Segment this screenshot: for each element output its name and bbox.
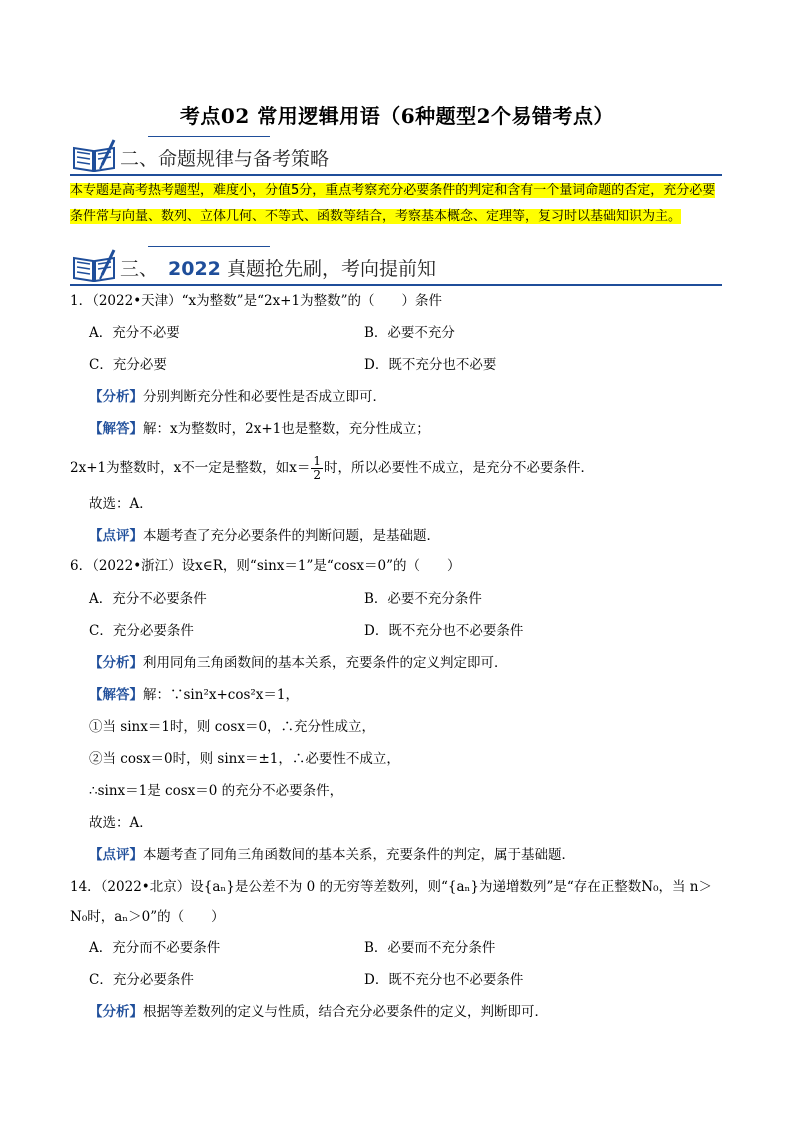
q1-analysis: 【分析】分别判断充分性和必要性是否成立即可． <box>89 389 386 405</box>
q1-option-d: D．既不充分也不必要 <box>364 357 497 373</box>
strategy-paragraph: 本专题是高考热考题型，难度小，分值5分，重点考察充分必要条件的判定和含有一个量词命题的否定，充分必要条件常与向量、数列、立体几何、不等式、函数等结合，考察基本概念、定理等，复习时以基础知识为主。 <box>70 183 716 224</box>
q6-comment: 【点评】本题考查了同角三角函数间的基本关系，充要条件的判定，属于基础题． <box>89 847 575 863</box>
q1-comment: 【点评】本题考查了充分必要条件的判断问题，是基础题． <box>89 528 440 544</box>
q6-option-a: A．充分不必要条件 <box>89 591 207 607</box>
q14-option-c: C．充分必要条件 <box>89 972 194 988</box>
q14-option-a: A．充分而不必要条件 <box>89 940 221 956</box>
question-14-stem-line-2: N₀时，aₙ＞0”的（ ） <box>70 909 225 925</box>
question-1-stem: 1．（2022•天津）“x为整数”是“2x+1为整数”的（ ）条件 <box>70 293 442 309</box>
q1-answer-line-1: 【解答】解：x为整数时，2x+1也是整数，充分性成立； <box>89 421 430 437</box>
section-heading: 三、 2022 真题抢先刷，考向提前知 <box>120 258 436 280</box>
open-book-icon <box>72 138 116 172</box>
section-3-header <box>70 246 722 286</box>
fraction-one-half: $\frac{1}{2}$ <box>313 454 321 482</box>
q6-answer-line-3: ②当 cosx＝0时，则 sinx＝±1，∴必要性不成立， <box>89 751 400 767</box>
q1-option-c: C．充分必要 <box>89 357 167 373</box>
q6-answer-line-1: 【解答】解：∵sin²x+cos²x＝1， <box>89 687 300 703</box>
question-6-stem: 6．（2022•浙江）设x∈R，则“sinx＝1”是“cosx＝0”的（ ） <box>70 558 461 574</box>
page-title: 考点02 常用逻辑用语（6种题型2个易错考点） <box>179 104 615 128</box>
q6-option-d: D．既不充分也不必要条件 <box>364 623 524 639</box>
q6-choice: 故选：A． <box>89 815 153 831</box>
q1-answer-line-2: 2x+1为整数时，x不一定是整数，如x＝ $\frac{1}{2}$ 时，所以必要性不成立，是充分不必要条件． <box>70 454 594 482</box>
section-top-rule <box>148 246 270 247</box>
q14-option-b: B．必要而不充分条件 <box>364 940 496 956</box>
q6-option-b: B．必要不充分条件 <box>364 591 482 607</box>
q6-option-c: C．充分必要条件 <box>89 623 194 639</box>
question-14-stem-line-1: 14．（2022•北京）设{aₙ}是公差不为 0 的无穷等差数列，则“{aₙ}为递增数列”是“存在正整数N₀，当 n＞ <box>70 879 712 895</box>
q6-analysis: 【分析】利用同角三角函数间的基本关系，充要条件的定义判定即可． <box>89 655 508 671</box>
section-bottom-rule <box>70 174 722 176</box>
section-heading: 二、命题规律与备考策略 <box>120 148 330 170</box>
section-2-header <box>70 136 722 176</box>
q1-choice: 故选：A． <box>89 496 153 512</box>
q14-option-d: D．既不充分也不必要条件 <box>364 972 524 988</box>
q6-answer-line-4: ∴sinx＝1是 cosx＝0 的充分不必要条件， <box>89 783 344 799</box>
q14-analysis: 【分析】根据等差数列的定义与性质，结合充分必要条件的定义，判断即可． <box>89 1004 548 1020</box>
q1-option-a: A．充分不必要 <box>89 325 180 341</box>
section-top-rule <box>148 136 270 137</box>
section-bottom-rule <box>70 284 722 286</box>
q6-answer-line-2: ①当 sinx＝1时，则 cosx＝0，∴充分性成立， <box>89 719 376 735</box>
q1-option-b: B．必要不充分 <box>364 325 455 341</box>
open-book-icon <box>72 248 116 282</box>
